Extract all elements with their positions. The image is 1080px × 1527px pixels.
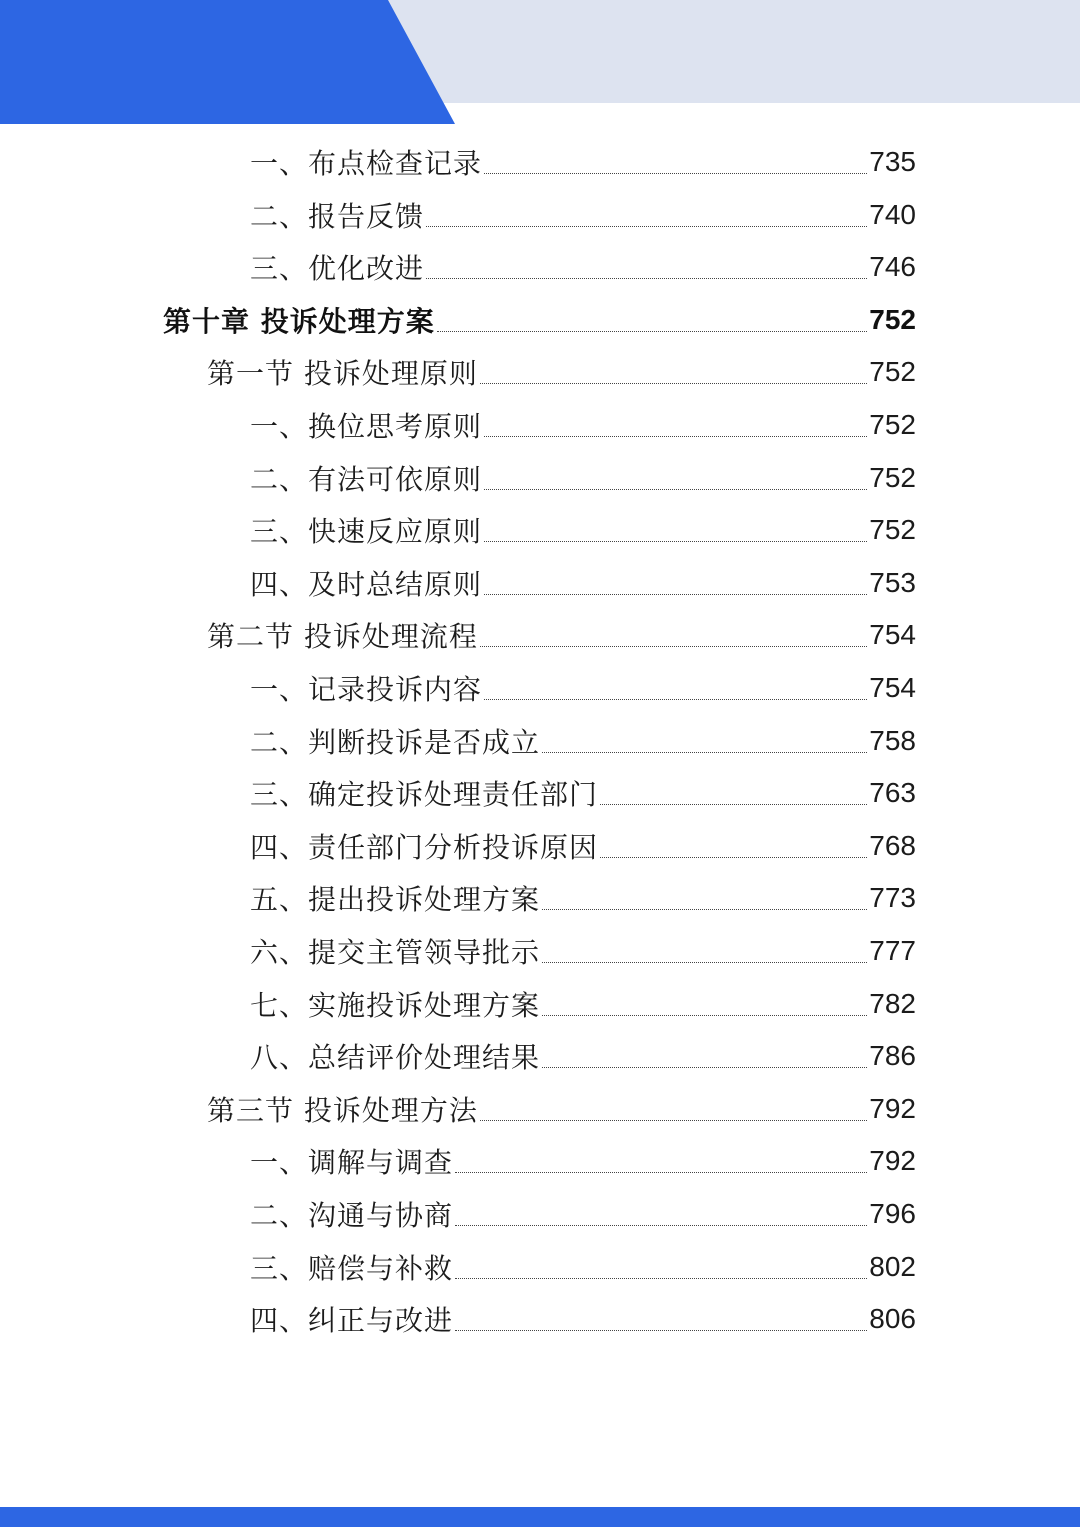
toc-entry-label: 五、提出投诉处理方案: [250, 883, 541, 917]
toc-entry-page: 735: [869, 146, 916, 177]
toc-leader-dots: [455, 1330, 867, 1331]
toc-entry: [250, 1293, 916, 1345]
toc-leader-dots: [437, 331, 868, 332]
toc-leader-dots: [455, 1225, 867, 1226]
toc-entry-page: 768: [869, 829, 916, 861]
toc-entry-label: 二、判断投诉是否成立: [250, 725, 541, 759]
toc-leader-dots: [426, 278, 867, 279]
toc-entry: [250, 1030, 916, 1082]
toc-leader-dots: [480, 383, 867, 384]
toc-entry-page: 752: [869, 303, 916, 335]
toc-entry-page: 752: [869, 409, 916, 440]
toc-entry-label: 四、责任部门分析投诉原因: [250, 830, 599, 864]
toc-entry: [250, 189, 916, 241]
toc-entry-label: 一、记录投诉内容: [250, 673, 483, 706]
toc-leader-dots: [542, 1015, 867, 1016]
toc-entry: [250, 820, 916, 872]
toc-entry-page: 777: [869, 935, 916, 966]
toc-entry: [250, 715, 916, 767]
toc-entry-label: 二、有法可依原则: [250, 462, 483, 496]
toc-entry: [250, 662, 916, 714]
toc-entry-page: 792: [869, 1145, 916, 1177]
toc-leader-dots: [426, 226, 867, 227]
toc-entry-page: 752: [869, 514, 916, 546]
toc-entry-label: 三、赔偿与补救: [250, 1251, 454, 1285]
toc-section-entry: [207, 609, 916, 661]
toc-entry-page: 754: [869, 672, 916, 703]
toc-entry: [250, 557, 916, 609]
toc-leader-dots: [484, 699, 867, 700]
toc-entry: [250, 767, 916, 819]
toc-entry-label: 一、换位思考原则: [250, 410, 483, 443]
toc-entry-label: 四、及时总结原则: [250, 567, 483, 601]
toc-entry: [250, 241, 916, 293]
toc-entry-label: 二、沟通与协商: [250, 1199, 454, 1232]
toc-entry: [250, 925, 916, 977]
toc-entry-label: 第三节 投诉处理方法: [207, 1093, 478, 1127]
toc-section-entry: [207, 1083, 916, 1135]
toc-entry-label: 六、提交主管领导批示: [250, 936, 541, 969]
toc-leader-dots: [480, 646, 867, 647]
toc-entry-label: 第二节 投诉处理流程: [207, 620, 478, 654]
toc-entry-page: 746: [869, 251, 916, 283]
footer-bar: [0, 1507, 1080, 1527]
toc-entry-page: 782: [869, 987, 916, 1019]
toc-entry-page: 806: [869, 1303, 916, 1335]
toc-entry: [250, 1135, 916, 1187]
toc-entry: [250, 978, 916, 1030]
header-accent-shape: [0, 0, 455, 124]
toc-entry-label: 一、调解与调查: [250, 1146, 454, 1180]
toc-entry-page: 786: [869, 1040, 916, 1072]
toc-entry: [250, 1241, 916, 1293]
toc-entry-page: 752: [869, 356, 916, 388]
toc-leader-dots: [455, 1278, 867, 1279]
toc-entry-page: 754: [869, 619, 916, 651]
toc-entry-label: 一、布点检查记录: [250, 147, 483, 180]
toc-entry: [250, 136, 916, 188]
toc-entry-page: 753: [869, 566, 916, 598]
toc-leader-dots: [542, 752, 867, 753]
toc-leader-dots: [600, 804, 867, 805]
toc-leader-dots: [600, 857, 867, 858]
toc-leader-dots: [484, 436, 867, 437]
toc-entry-page: 773: [869, 882, 916, 914]
toc-leader-dots: [480, 1120, 867, 1121]
toc-entry-page: 758: [869, 724, 916, 756]
toc-leader-dots: [542, 909, 867, 910]
toc-entry-label: 三、确定投诉处理责任部门: [250, 778, 599, 812]
toc-entry-label: 四、纠正与改进: [250, 1304, 454, 1338]
toc-entry: [250, 452, 916, 504]
toc-leader-dots: [484, 173, 867, 174]
toc-leader-dots: [484, 489, 867, 490]
toc-entry-label: 三、优化改进: [250, 252, 425, 286]
toc-entry-page: 796: [869, 1198, 916, 1229]
toc-entry-label: 七、实施投诉处理方案: [250, 988, 541, 1022]
toc-entry: [250, 1188, 916, 1240]
toc-section-entry: [207, 346, 916, 398]
toc-entry: [250, 399, 916, 451]
toc-entry-page: 752: [869, 461, 916, 493]
toc-entry-page: 740: [869, 198, 916, 230]
toc-leader-dots: [542, 962, 867, 963]
toc-entry: [250, 872, 916, 924]
toc-entry-label: 第十章 投诉处理方案: [163, 304, 435, 338]
toc-entry-label: 三、快速反应原则: [250, 515, 483, 549]
toc-leader-dots: [484, 594, 867, 595]
toc-leader-dots: [542, 1067, 867, 1068]
toc-leader-dots: [455, 1172, 867, 1173]
toc-entry: [250, 504, 916, 556]
toc-entry-page: 792: [869, 1092, 916, 1124]
toc-entry-label: 第一节 投诉处理原则: [207, 357, 478, 391]
toc-entry-page: 763: [869, 777, 916, 809]
toc-entry-label: 二、报告反馈: [250, 199, 425, 233]
toc-entry-label: 八、总结评价处理结果: [250, 1041, 541, 1075]
toc-leader-dots: [484, 541, 867, 542]
toc-entry-page: 802: [869, 1250, 916, 1282]
toc-chapter-entry: [163, 294, 916, 346]
